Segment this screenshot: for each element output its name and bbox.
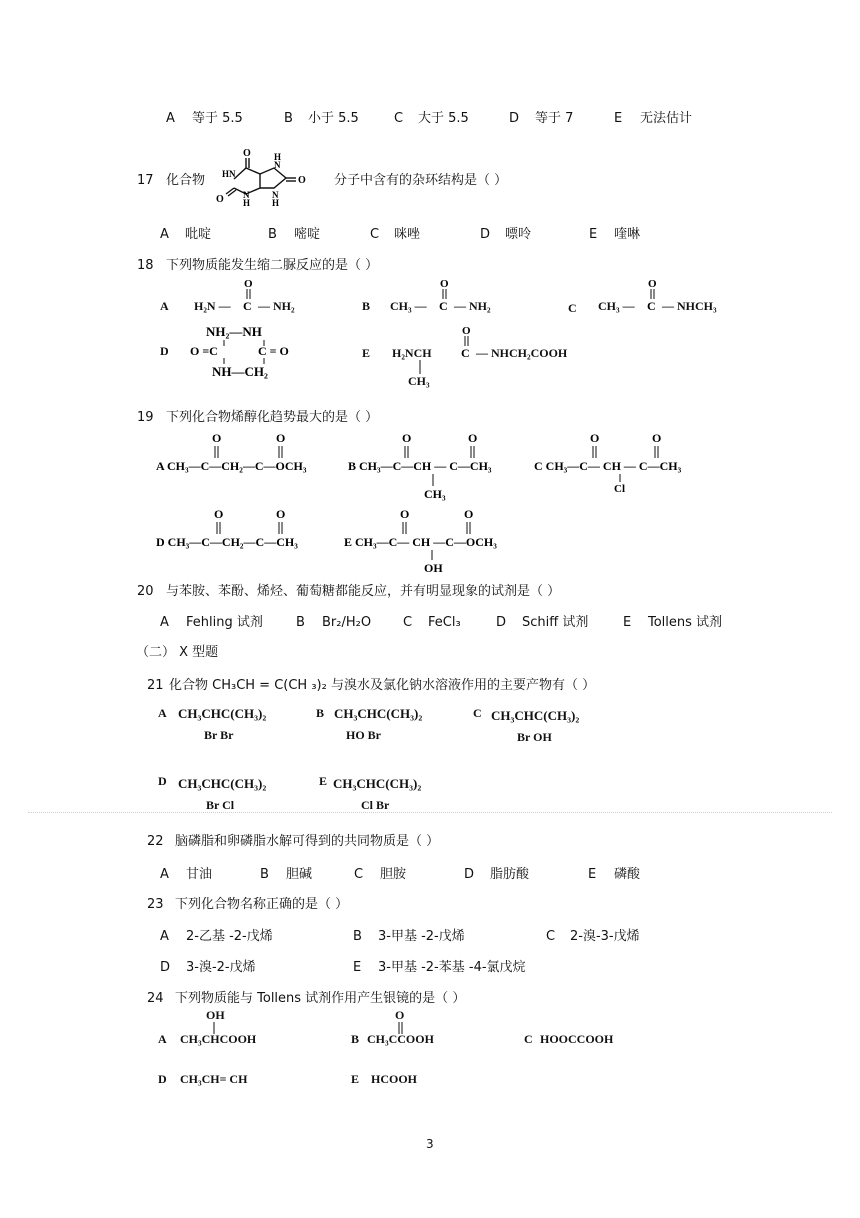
q18-number: 18 [137,258,154,273]
q22-stem: 脑磷脂和卵磷脂水解可得到的共同物质是（ ） [175,834,440,849]
q24-a-top: OH [206,1008,225,1022]
q21-b-formula: CH₃CHC(CH₃)₂ [334,706,423,721]
q19-structures-row-1 [156,430,716,501]
q20-option-d-text: Schiff 试剂 [522,615,589,630]
q23-option-b-letter: B [353,929,362,944]
q17-option-b-letter: B [268,227,277,242]
q23-stem: 下列化合物名称正确的是（ ） [175,897,349,912]
q18-d-label: D [160,344,169,358]
svg-text:C = O: C = O [258,344,289,358]
svg-text:E CH₃—C— CH —C—OCH₃: E CH₃—C— CH —C—OCH₃ [344,535,497,549]
q20-option-b-text: Br₂/H₂O [322,615,372,630]
q17-option-b-text: 嘧啶 [294,227,321,242]
q17-option-c-text: 咪唑 [394,227,421,242]
svg-text:O: O [243,148,251,159]
svg-text:C: C [439,299,448,313]
q16-option-e-letter: E [614,111,623,126]
svg-text:O: O [468,431,478,445]
q18-a-label: A [160,299,169,313]
q20-option-d-letter: D [496,615,507,630]
svg-text:O: O [298,175,306,186]
q24-b-formula: CH₃CCOOH [367,1032,434,1046]
q16-option-e-text: 无法估计 [640,111,693,126]
q21-a-formula: CH₃CHC(CH₃)₂ [178,706,267,721]
q18-b-carbonyl [434,275,454,315]
q24-a-formula: CH₃CHCOOH [180,1032,257,1046]
q21-d-substituents: Br Cl [206,798,235,812]
svg-text:HN: HN [222,169,236,179]
q17-suffix: 分子中含有的杂环结构是（ ） [334,173,508,188]
q20-option-c-text: FeCl₃ [428,615,461,630]
q21-d-letter: D [158,774,167,788]
q22-number: 22 [147,834,164,849]
q24-a-letter: A [158,1032,167,1046]
q24-d-formula: CH₃CH= CH [180,1072,248,1086]
svg-text:N: N [274,160,281,170]
q23-option-b-text: 3-甲基 -2-戊烯 [378,929,465,944]
q22-option-c-text: 胆胺 [380,867,407,882]
svg-text:C CH₃—C— CH — C—CH₃: C CH₃—C— CH — C—CH₃ [534,459,682,473]
svg-text:O: O [244,278,253,290]
svg-text:O: O [276,431,286,445]
q18-e-carbonyl [456,322,476,362]
q23-number: 23 [147,897,164,912]
q24-stem: 下列物质能与 Tollens 试剂作用产生银镜的是（ ） [175,991,466,1006]
q24-e-letter: E [351,1072,360,1086]
svg-text:Cl: Cl [614,483,625,495]
q18-c-left: CH₃ — [598,299,635,313]
q24-b-top: O [395,1008,405,1022]
svg-text:NH₂—NH: NH₂—NH [206,324,262,339]
svg-text:N: N [243,190,250,200]
q24-b-letter: B [351,1032,360,1046]
q22-option-e-letter: E [588,867,597,882]
q18-b-left: CH₃ — [390,299,427,313]
q19-number: 19 [137,410,154,425]
q23-option-a-text: 2-乙基 -2-戊烯 [186,929,273,944]
q16-option-b-letter: B [284,111,293,126]
q17-option-e-text: 喹啉 [614,227,641,242]
q20-option-b-letter: B [296,615,305,630]
q23-option-c-text: 2-溴-3-戊烯 [570,929,640,944]
q18-e-methyl: CH₃ [408,374,430,388]
svg-text:NH—CH₂: NH—CH₂ [212,364,268,379]
svg-text:O: O [462,325,471,337]
q16-option-d-letter: D [509,111,520,126]
q23-option-c-letter: C [546,929,556,944]
q20-option-c-letter: C [403,615,413,630]
q22-option-a-text: 甘油 [186,867,213,882]
q16-option-d-text: 等于 7 [535,111,574,126]
q17-option-c-letter: C [370,227,380,242]
q21-a-letter: A [158,706,167,720]
q20-stem: 与苯胺、苯酚、烯烃、葡萄糖都能反应，并有明显现象的试剂是（ ） [166,584,561,599]
q22-option-c-letter: C [354,867,364,882]
q20-option-a-text: Fehling 试剂 [186,615,263,630]
uric-acid-structure [214,144,322,210]
svg-text:C: C [461,346,470,360]
q21-a-substituents: Br Br [204,728,234,742]
svg-text:C: C [243,299,252,313]
q18-c-label: C [568,301,577,315]
q18-b-label: B [362,299,371,313]
q17-option-a-letter: A [160,227,169,242]
q21-d-formula: CH₃CHC(CH₃)₂ [178,776,267,791]
svg-text:A CH₃—C—CH₂—C—OCH₃: A CH₃—C—CH₂—C—OCH₃ [156,459,307,473]
section-x-type-heading: （二） X 型题 [136,645,219,660]
svg-text:H: H [243,198,251,208]
q18-a-carbonyl [238,275,258,315]
q18-stem: 下列物质能发生缩二脲反应的是（ ） [166,258,379,273]
q17-prefix: 化合物 [166,173,206,188]
q22-option-b-letter: B [260,867,269,882]
q18-c-carbonyl [642,275,662,315]
q21-e-substituents: Cl Br [361,798,390,812]
q18-a-left: H₂N — [194,299,231,313]
q17-option-d-text: 嘌呤 [505,227,532,242]
page-number: 3 [426,1137,434,1151]
q21-c-substituents: Br OH [517,730,552,744]
q16-option-b-text: 小于 5.5 [308,111,359,126]
section-divider [28,812,832,813]
svg-text:O: O [214,507,224,521]
q24-number: 24 [147,991,164,1006]
q23-option-a-letter: A [160,929,169,944]
q20-option-e-letter: E [623,615,632,630]
q17-option-e-letter: E [589,227,598,242]
q18-d-structure [186,322,306,382]
q22-option-e-text: 磷酸 [614,867,641,882]
svg-text:O: O [276,507,286,521]
q21-e-letter: E [319,774,328,788]
q18-a-right: — NH₂ [258,299,295,313]
svg-text:O: O [648,278,657,290]
svg-text:O =C: O =C [190,344,218,358]
q19-structures-row-2 [156,506,556,576]
q18-c-right: — NHCH₃ [662,299,717,313]
q21-b-letter: B [316,706,325,720]
q18-b-right: — NH₂ [454,299,491,313]
q16-option-a-letter: A [166,111,175,126]
svg-text:O: O [590,431,600,445]
q24-e-formula: HCOOH [371,1072,418,1086]
q20-option-e-text: Tollens 试剂 [648,615,723,630]
q21-e-formula: CH₃CHC(CH₃)₂ [333,776,422,791]
q20-number: 20 [137,584,154,599]
q21-c-letter: C [473,706,482,720]
q23-option-e-text: 3-甲基 -2-苯基 -4-氯戊烷 [378,960,526,975]
q21-stem: 化合物 CH₃CH = C(CH ₃)₂ 与溴水及氯化钠水溶液作用的主要产物有（ ） [169,678,596,693]
svg-text:D CH₃—C—CH₂—C—CH₃: D CH₃—C—CH₂—C—CH₃ [156,535,298,549]
q20-option-a-letter: A [160,615,169,630]
q24-d-letter: D [158,1072,167,1086]
svg-text:O: O [216,194,224,205]
q22-option-a-letter: A [160,867,169,882]
q17-option-d-letter: D [480,227,491,242]
svg-text:H: H [274,152,282,162]
svg-text:O: O [464,507,474,521]
svg-text:OH: OH [424,561,443,575]
q24-c-formula: HOOCCOOH [540,1032,614,1046]
q17-option-a-text: 吡啶 [185,227,212,242]
svg-text:O: O [212,431,222,445]
q18-e-label: E [362,346,371,360]
q23-option-d-letter: D [160,960,171,975]
q16-option-c-letter: C [394,111,404,126]
svg-text:O: O [440,278,449,290]
q21-number: 21 [147,678,164,693]
svg-text:CH₃: CH₃ [424,487,446,501]
q16-option-a-text: 等于 5.5 [192,111,243,126]
svg-text:N: N [272,190,279,200]
q18-e-bond [418,360,422,374]
q17-number: 17 [137,173,154,188]
svg-text:H: H [272,198,280,208]
q21-c-formula: CH₃CHC(CH₃)₂ [491,708,580,723]
q23-option-d-text: 3-溴-2-戊烯 [186,960,256,975]
q18-e-left: H₂NCH [392,346,432,360]
svg-text:C: C [647,299,656,313]
q22-option-d-letter: D [464,867,475,882]
svg-text:O: O [652,431,662,445]
svg-text:O: O [400,507,410,521]
q21-b-substituents: HO Br [346,728,381,742]
q24-c-letter: C [524,1032,533,1046]
q18-e-right: — NHCH₂COOH [476,346,568,360]
q19-stem: 下列化合物烯醇化趋势最大的是（ ） [166,410,379,425]
svg-text:O: O [402,431,412,445]
q22-option-b-text: 胆碱 [286,867,313,882]
svg-text:B CH₃—C—CH — C—CH₃: B CH₃—C—CH — C—CH₃ [348,459,492,473]
q22-option-d-text: 脂肪酸 [490,867,530,882]
q16-option-c-text: 大于 5.5 [418,111,469,126]
q23-option-e-letter: E [353,960,362,975]
